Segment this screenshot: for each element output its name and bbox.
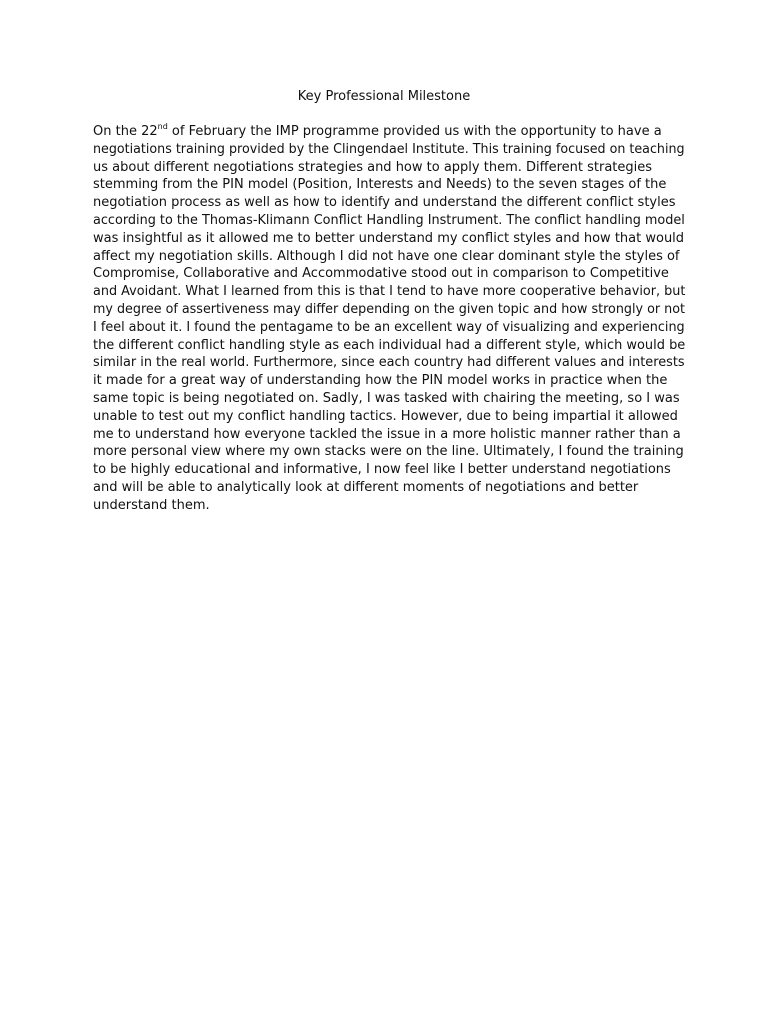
paragraph-line: and Avoidant. What I learned from this is that I tend to have more cooperative behavior, but xyxy=(93,284,686,300)
paragraph-line: me to understand how everyone tackled the issue in a more holistic manner rather than a xyxy=(93,426,681,442)
paragraph-line: was insightful as it allowed me to better understand my conflict styles and how that would xyxy=(93,230,685,246)
paragraph-line: according to the Thomas-Klimann Conflict Handling Instrument. The conflict handling model xyxy=(93,212,685,228)
paragraph-line: more personal view where my own stacks were on the line. Ultimately, I found the training xyxy=(93,444,684,460)
paragraph-line: similar in the real world. Furthermore, since each country had different values and interests xyxy=(93,355,685,371)
paragraph-line: to be highly educational and informative, I now feel like I better understand negotiations xyxy=(93,462,671,478)
line-1-end: of February the IMP programme provided us with the opportunity to have a xyxy=(167,124,662,139)
paragraph-line: understand them. xyxy=(93,497,210,513)
paragraph-line: affect my negotiation skills. Although I did not have one clear dominant style the styles of xyxy=(93,248,680,264)
paragraph-line: negotiation process as well as how to identify and understand the different conflict styles xyxy=(93,195,676,211)
paragraph-line: my degree of assertiveness may differ depending on the given topic and how strongly or not xyxy=(93,301,685,317)
paragraph-line: and will be able to analytically look at different moments of negotiations and better xyxy=(93,479,639,495)
paragraph-line: I feel about it. I found the pentagame to be an excellent way of visualizing and experiencing xyxy=(93,319,685,335)
paragraph-line: it made for a great way of understanding how the PIN model works in practice when the xyxy=(93,373,668,389)
paragraph-line: us about different negotiations strategies and how to apply them. Different strategies xyxy=(93,159,653,175)
paragraph-line: the different conflict handling style as each individual had a different style, which would be xyxy=(93,337,686,353)
paragraph-line: stemming from the PIN model (Position, Interests and Needs) to the seven stages of the xyxy=(93,177,667,193)
line-1-start: On the 22 xyxy=(93,124,158,139)
body-paragraph xyxy=(93,123,685,515)
paragraph-line: negotiations training provided by the Clingendael Institute. This training focused on teaching xyxy=(93,141,685,157)
page-title: Key Professional Milestone xyxy=(297,89,471,104)
paragraph-line-1 xyxy=(93,123,685,141)
ordinal-suffix: nd xyxy=(157,122,168,131)
paragraph-line: same topic is being negotiated on. Sadly, I was tasked with chairing the meeting, so I was xyxy=(93,390,680,406)
paragraph-line: Compromise, Collaborative and Accommodative stood out in comparison to Competitive xyxy=(93,266,669,282)
paragraph-line: unable to test out my conflict handling tactics. However, due to being impartial it allowed xyxy=(93,408,678,424)
